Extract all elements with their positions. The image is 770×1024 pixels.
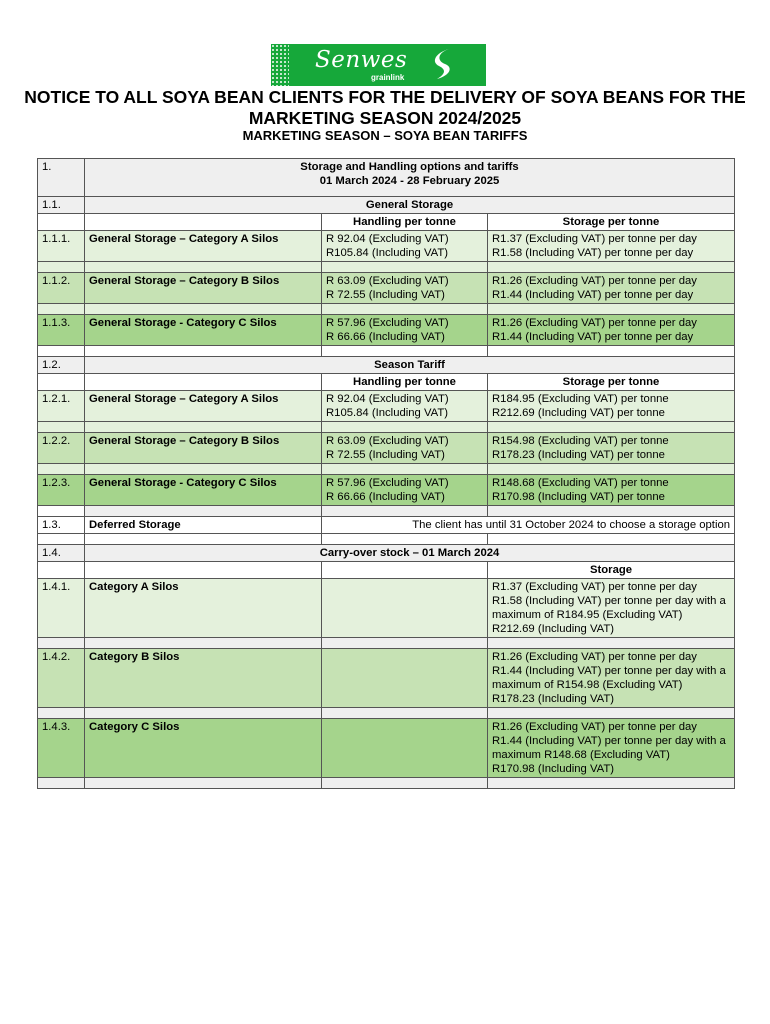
handling-incl: R 66.66 (Including VAT)	[326, 331, 445, 343]
logo-dot-pattern	[271, 44, 289, 86]
storage-incl-max: R1.58 (Including VAT) per tonne per day with a maximum of R184.95 (Excluding VAT)	[492, 595, 726, 621]
storage-excl: R1.37 (Excluding VAT) per tonne per day	[492, 233, 697, 245]
table-row	[38, 562, 735, 579]
table-row	[38, 649, 735, 708]
row-name: General Storage – Category B Silos	[85, 433, 322, 464]
handling-excl: R 63.09 (Excluding VAT)	[326, 435, 449, 447]
row-number: 1.2.3.	[38, 475, 85, 506]
storage-excl: R1.26 (Excluding VAT) per tonne per day	[492, 275, 697, 287]
storage-cell	[488, 579, 735, 638]
logo-swoosh-icon	[431, 47, 455, 81]
storage-incl: R178.23 (Including VAT) per tonne	[492, 449, 665, 461]
senwes-logo	[271, 44, 486, 86]
empty-cell	[322, 562, 488, 579]
row-name: General Storage – Category A Silos	[85, 231, 322, 262]
storage-cell	[488, 231, 735, 262]
page-title: NOTICE TO ALL SOYA BEAN CLIENTS FOR THE DELIVERY OF SOYA BEANS FOR THE MARKETING SEASON 2024/2025	[24, 87, 746, 128]
storage-incl: R1.44 (Including VAT) per tonne per day	[492, 289, 694, 301]
section-number: 1.1.	[38, 197, 85, 214]
row-number: 1.4.3.	[38, 719, 85, 778]
storage-excl: R1.37 (Excluding VAT) per tonne per day	[492, 581, 697, 593]
handling-incl: R 66.66 (Including VAT)	[326, 491, 445, 503]
storage-incl: R212.69 (Including VAT) per tonne	[492, 407, 665, 419]
row-name: Category A Silos	[85, 579, 322, 638]
deferred-note: The client has until 31 October 2024 to choose a storage option	[322, 517, 735, 534]
spacer-row	[38, 304, 735, 315]
section-header	[85, 159, 735, 197]
row-number: 1.1.2.	[38, 273, 85, 304]
row-name: Category B Silos	[85, 649, 322, 708]
spacer-row	[38, 638, 735, 649]
storage-excl: R154.98 (Excluding VAT) per tonne	[492, 435, 669, 447]
tariff-table	[37, 158, 735, 789]
table-row	[38, 315, 735, 346]
spacer-row	[38, 506, 735, 517]
section-title: Carry-over stock – 01 March 2024	[85, 545, 735, 562]
empty-cell	[85, 214, 322, 231]
storage-header: Storage	[488, 562, 735, 579]
spacer-row	[38, 778, 735, 789]
handling-cell	[322, 315, 488, 346]
row-number: 1.1.1.	[38, 231, 85, 262]
handling-incl: R 72.55 (Including VAT)	[326, 289, 445, 301]
row-number: 1.2.2.	[38, 433, 85, 464]
table-row	[38, 475, 735, 506]
storage-cell	[488, 719, 735, 778]
spacer-row	[38, 262, 735, 273]
handling-cell	[322, 273, 488, 304]
spacer-row	[38, 534, 735, 545]
empty-cell	[38, 214, 85, 231]
storage-cell	[488, 433, 735, 464]
table-row	[38, 545, 735, 562]
section-title: Storage and Handling options and tariffs	[300, 161, 519, 173]
section-number: 1.2.	[38, 357, 85, 374]
row-number: 1.3.	[38, 517, 85, 534]
section-title: General Storage	[85, 197, 735, 214]
spacer-row	[38, 708, 735, 719]
handling-excl: R 92.04 (Excluding VAT)	[326, 393, 449, 405]
logo-subtext: grainlink	[371, 73, 405, 82]
storage-excl: R1.26 (Excluding VAT) per tonne per day	[492, 317, 697, 329]
storage-cell	[488, 391, 735, 422]
empty-cell	[85, 374, 322, 391]
handling-excl: R 57.96 (Excluding VAT)	[326, 317, 449, 329]
empty-cell	[38, 374, 85, 391]
row-name: General Storage - Category C Silos	[85, 315, 322, 346]
empty-cell	[322, 579, 488, 638]
table-row	[38, 273, 735, 304]
handling-excl: R 57.96 (Excluding VAT)	[326, 477, 449, 489]
handling-cell	[322, 433, 488, 464]
row-name: Deferred Storage	[85, 517, 322, 534]
row-name: General Storage – Category A Silos	[85, 391, 322, 422]
storage-incl: R1.44 (Including VAT) per tonne per day	[492, 331, 694, 343]
row-name: Category C Silos	[85, 719, 322, 778]
storage-excl: R1.26 (Excluding VAT) per tonne per day	[492, 651, 697, 663]
empty-cell	[38, 562, 85, 579]
handling-excl: R 63.09 (Excluding VAT)	[326, 275, 449, 287]
row-number: 1.4.2.	[38, 649, 85, 708]
storage-cell	[488, 649, 735, 708]
storage-incl-max: R1.44 (Including VAT) per tonne per day with a maximum of R154.98 (Excluding VAT)	[492, 665, 726, 691]
storage-excl: R1.26 (Excluding VAT) per tonne per day	[492, 721, 697, 733]
handling-header: Handling per tonne	[322, 214, 488, 231]
page-subtitle: MARKETING SEASON – SOYA BEAN TARIFFS	[242, 128, 528, 143]
handling-cell	[322, 391, 488, 422]
table-row	[38, 517, 735, 534]
section-number: 1.	[38, 159, 85, 197]
table-row	[38, 391, 735, 422]
empty-cell	[322, 649, 488, 708]
handling-incl: R105.84 (Including VAT)	[326, 407, 449, 419]
storage-header: Storage per tonne	[488, 214, 735, 231]
table-row	[38, 374, 735, 391]
handling-excl: R 92.04 (Excluding VAT)	[326, 233, 449, 245]
empty-cell	[85, 562, 322, 579]
table-row	[38, 579, 735, 638]
section-number: 1.4.	[38, 545, 85, 562]
table-row	[38, 719, 735, 778]
storage-max-incl: R178.23 (Including VAT)	[492, 693, 615, 705]
section-period: 01 March 2024 - 28 February 2025	[319, 175, 500, 187]
storage-header: Storage per tonne	[488, 374, 735, 391]
storage-excl: R184.95 (Excluding VAT) per tonne	[492, 393, 669, 405]
storage-cell	[488, 273, 735, 304]
storage-incl: R170.98 (Including VAT) per tonne	[492, 491, 665, 503]
storage-max-incl: R170.98 (Including VAT)	[492, 763, 615, 775]
table-row	[38, 159, 735, 197]
storage-incl-max: R1.44 (Including VAT) per tonne per day with a maximum R148.68 (Excluding VAT)	[492, 735, 726, 761]
spacer-row	[38, 422, 735, 433]
row-name: General Storage – Category B Silos	[85, 273, 322, 304]
empty-cell	[322, 719, 488, 778]
table-row	[38, 197, 735, 214]
handling-header: Handling per tonne	[322, 374, 488, 391]
row-number: 1.1.3.	[38, 315, 85, 346]
spacer-row	[38, 346, 735, 357]
section-title: Season Tariff	[85, 357, 735, 374]
storage-excl: R148.68 (Excluding VAT) per tonne	[492, 477, 669, 489]
spacer-row	[38, 464, 735, 475]
storage-cell	[488, 315, 735, 346]
handling-cell	[322, 231, 488, 262]
storage-cell	[488, 475, 735, 506]
row-number: 1.4.1.	[38, 579, 85, 638]
table-row	[38, 231, 735, 262]
row-number: 1.2.1.	[38, 391, 85, 422]
row-name: General Storage - Category C Silos	[85, 475, 322, 506]
handling-incl: R 72.55 (Including VAT)	[326, 449, 445, 461]
table-row	[38, 357, 735, 374]
table-row	[38, 433, 735, 464]
handling-cell	[322, 475, 488, 506]
table-row	[38, 214, 735, 231]
handling-incl: R105.84 (Including VAT)	[326, 247, 449, 259]
logo-name: Senwes	[315, 47, 408, 73]
storage-max-incl: R212.69 (Including VAT)	[492, 623, 615, 635]
storage-incl: R1.58 (Including VAT) per tonne per day	[492, 247, 694, 259]
